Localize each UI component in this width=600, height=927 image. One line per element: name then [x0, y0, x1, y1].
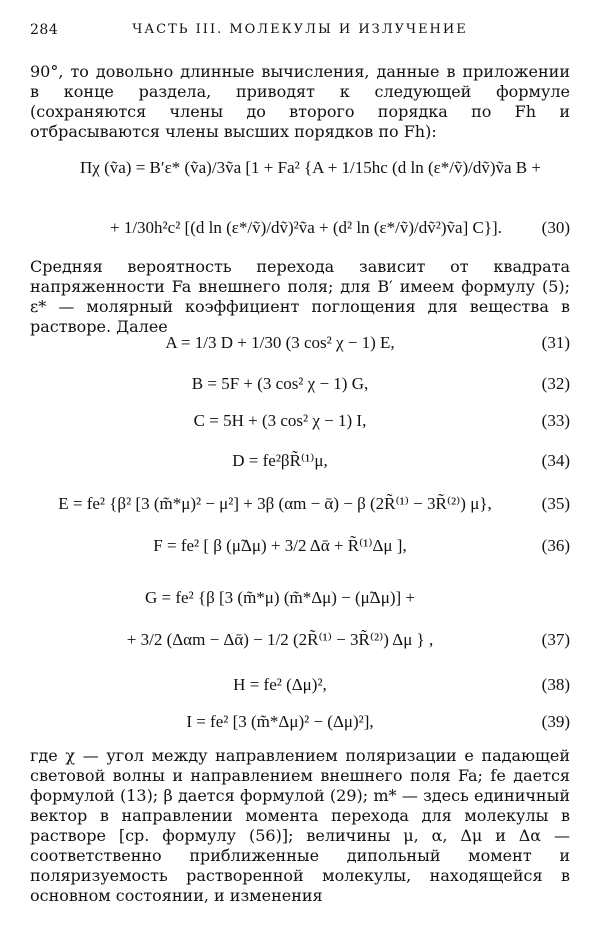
equation-number: (36) — [541, 536, 570, 555]
formula-30-body-1: Πχ (ṽa) = B′ε* (ṽa)/3ṽa [1 + Fa² {A + 1/15hc (d ln (ε*/ṽ)/dṽ)ṽa B + — [80, 158, 541, 177]
equation-body: + 3/2 (Δαm − Δᾱ) − 1/2 (2R̃⁽¹⁾ − 3R̃⁽²⁾) Δμ } , — [126, 630, 434, 649]
equation-number: (37) — [541, 630, 570, 649]
equation-37-line-2 — [0, 630, 600, 658]
equation-33 — [0, 411, 600, 439]
equation-body: B = 5F + (3 cos² χ − 1) G, — [191, 374, 369, 393]
equation-32 — [0, 374, 600, 402]
equation-number: (32) — [541, 374, 570, 393]
intro-paragraph: 90°, то довольно длинные вычисления, данные в приложении в конце раздела, приводят к следующей формуле (сохраняются члены до второго порядка по Fh и отбрасываются члены высших порядков по Fh): — [30, 62, 570, 141]
equation-37-line-1 — [0, 588, 600, 616]
equation-number: (34) — [541, 451, 570, 470]
page-number: 284 — [30, 22, 59, 38]
running-title: ЧАСТЬ III. МОЛЕКУЛЫ И ИЗЛУЧЕНИЕ — [132, 22, 468, 37]
equation-36 — [0, 536, 600, 564]
equation-body: A = 1/3 D + 1/30 (3 cos² χ − 1) E, — [165, 333, 395, 352]
closing-paragraph: где χ — угол между направлением поляризации e падающей световой волны и направлением внешнего поля Fa; fe дается формулой (13); β дается формулой (29); m* — здесь единичный вектор в направлении момента перехода для молекулы в растворе [ср. формулу (56)]; величины μ, α, Δμ и Δα — соответственно приближенные дипольный момент и поляризуемость растворенной молекулы, находящейся в основном состоянии, и изменения — [30, 746, 570, 905]
equation-38 — [0, 675, 600, 703]
formula-30-line-1 — [0, 158, 600, 186]
equation-number: (38) — [541, 675, 570, 694]
equation-number: (33) — [541, 411, 570, 430]
equation-body: F = fe² [ β (μ̃Δμ) + 3/2 Δᾱ + R̃⁽¹⁾Δμ ], — [153, 536, 407, 555]
equation-31 — [0, 333, 600, 361]
equation-number: (31) — [541, 333, 570, 352]
equation-34 — [0, 451, 600, 479]
equation-body: D = fe²βR̃⁽¹⁾μ, — [232, 451, 328, 470]
equation-body: G = fe² {β [3 (m̃*μ) (m̃*Δμ) − (μ̃Δμ)] + — [145, 588, 415, 607]
middle-paragraph: Средняя вероятность перехода зависит от квадрата напряженности Fa внешнего поля; для B′ имеем формулу (5); ε* — молярный коэффициент поглощения для вещества в растворе. Далее — [30, 257, 570, 336]
equation-body: I = fe² [3 (m̃*Δμ)² − (Δμ)²], — [186, 712, 374, 731]
page-header — [30, 22, 570, 46]
formula-30-line-2 — [0, 218, 600, 246]
equation-35 — [0, 494, 600, 522]
equation-body: C = 5H + (3 cos² χ − 1) I, — [193, 411, 367, 430]
equation-body: H = fe² (Δμ)², — [233, 675, 327, 694]
equation-number: (35) — [541, 494, 570, 513]
equation-39 — [0, 712, 600, 740]
equation-number: (39) — [541, 712, 570, 731]
equation-body: E = fe² {β² [3 (m̃*μ)² − μ²] + 3β (αm − ᾱ) − β (2R̃⁽¹⁾ − 3R̃⁽²⁾) μ}, — [58, 494, 492, 513]
formula-30-body-2: + 1/30h²c² [(d ln (ε*/ṽ)/dṽ)²ṽa + (d² ln (ε*/ṽ)/dṽ²)ṽa] C}]. — [110, 218, 502, 237]
formula-30-number: (30) — [541, 218, 570, 237]
